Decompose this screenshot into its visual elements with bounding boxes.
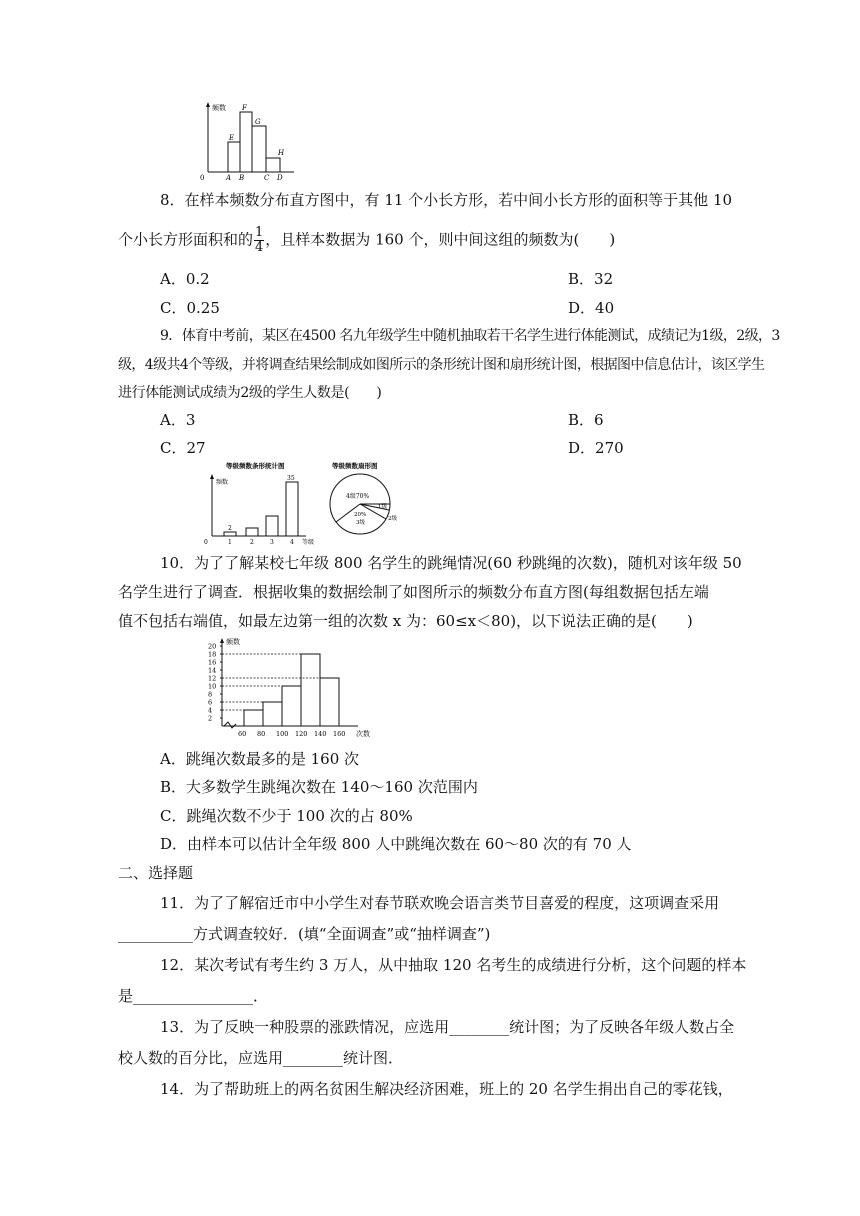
q9-bar-chart — [198, 458, 318, 548]
fraction-one-quarter — [254, 226, 264, 255]
q11-line1: 11．为了了解宿迁市中小学生对春节联欢晚会语言类节目喜爱的程度，这项调查采用 — [160, 894, 720, 912]
q8-option-a: A．0.2 — [160, 270, 210, 288]
q14-line1: 14．为了帮助班上的两名贫困生解决经济困难，班上的 20 名学生捐出自己的零花钱， — [160, 1080, 733, 1098]
bar-chart-xlabel: 等级 — [302, 539, 315, 546]
origin-label: 0 — [200, 174, 205, 182]
q10-histogram — [198, 636, 378, 744]
y-tick-label: 4 — [208, 706, 213, 715]
q13-line1: 13．为了反映一种股票的涨跌情况，应选用________统计图；为了反映各年级人数占全 — [160, 1018, 735, 1036]
bar-G — [252, 126, 266, 172]
bar-level-4 — [286, 482, 298, 536]
x-tick-label: 80 — [257, 730, 266, 738]
q9-option-d: D．270 — [568, 439, 624, 457]
q9-line3: 进行体能测试成绩为2级的学生人数是( ) — [118, 385, 382, 401]
q8-option-c: C．0.25 — [160, 299, 220, 317]
histogram-ylabel: 频数 — [226, 638, 240, 646]
figure-1-histogram — [198, 100, 298, 184]
y-label: 频数 — [212, 104, 226, 112]
q11-line2: __________方式调查较好．(填“全面调查”或“抽样调查”) — [118, 925, 491, 943]
bar-H — [266, 158, 280, 172]
histogram-bar — [320, 678, 339, 726]
y-tick-label: 16 — [208, 658, 217, 667]
x-tick-label: 100 — [276, 730, 289, 738]
q10-option-b: B．大多数学生跳绳次数在 140～160 次范围内 — [160, 778, 478, 796]
x-tick-D: D — [277, 174, 283, 182]
x-tick-C: C — [264, 174, 270, 182]
x-tick-A: A — [226, 174, 232, 182]
frac-denominator: 4 — [255, 240, 264, 255]
q8-line1: 8．在样本频数分布直方图中，有 11 个小长方形，若中间小长方形的面积等于其他 10 — [160, 191, 733, 209]
q10-option-d: D．由样本可以估计全年级 800 人中跳绳次数在 60～80 次的有 70 人 — [160, 835, 632, 853]
q10-line3: 值不包括右端值，如最左边第一组的次数 x 为：60≤x＜80)，以下说法正确的是( ) — [118, 612, 693, 630]
pie-label-2: 2级 — [388, 516, 397, 522]
axis-break-mark — [224, 722, 236, 728]
bar-label-G: G — [255, 118, 261, 126]
bar-label-E: E — [229, 134, 235, 142]
pie-chart-title: 等级频数扇形图 — [332, 462, 378, 470]
q9-option-a: A．3 — [160, 411, 196, 429]
pie-label-3: 3级 — [356, 520, 365, 526]
bar-chart-origin: 0 — [204, 539, 208, 546]
bar-tick-2: 2 — [250, 539, 254, 546]
histogram-bar — [263, 702, 282, 726]
bar-level-2 — [246, 528, 258, 536]
bar-value-35: 35 — [287, 475, 295, 482]
q12-line1: 12．某次考试有考生约 3 万人，从中抽取 120 名考生的成绩进行分析，这个问题的样本 — [160, 956, 747, 974]
y-tick-label: 14 — [208, 666, 217, 675]
q8-option-b: B．32 — [568, 270, 614, 288]
q10-line2: 名学生进行了调查．根据收集的数据绘制了如图所示的频数分布直方图(每组数据包括左端 — [118, 583, 709, 601]
bar-value-2: 2 — [228, 525, 232, 532]
x-tick-label: 160 — [333, 730, 346, 738]
x-tick-label: 120 — [295, 730, 308, 738]
histogram-xlabel: 次数 — [356, 730, 370, 738]
bar-tick-3: 3 — [270, 539, 274, 546]
bar-chart-ylabel: 频数 — [216, 479, 229, 486]
q9-option-c: C．27 — [160, 439, 206, 457]
x-tick-label: 140 — [314, 730, 327, 738]
q8-line2 — [118, 226, 615, 255]
q9-pie-chart — [322, 458, 408, 538]
q9-option-b: B．6 — [568, 411, 604, 429]
q8-option-d: D．40 — [568, 299, 615, 317]
bar-F — [240, 112, 252, 172]
y-tick-label: 10 — [208, 682, 217, 691]
q10-option-a: A．跳绳次数最多的是 160 次 — [160, 750, 360, 768]
bar-tick-1: 1 — [228, 539, 232, 546]
q13-line2: 校人数的百分比，应选用________统计图． — [118, 1049, 404, 1067]
bar-label-H: H — [278, 149, 285, 157]
q10-line1: 10．为了了解某校七年级 800 名学生的跳绳情况(60 秒跳绳的次数)，随机对该年级 50 — [160, 554, 742, 572]
bar-level-1 — [224, 532, 236, 536]
q12-line2: 是________________． — [118, 987, 269, 1005]
y-tick-label: 20 — [208, 642, 217, 651]
q8-line2-b: ，且样本数据为 160 个，则中间这组的频数为( ) — [265, 230, 616, 249]
bar-label-F: F — [242, 104, 247, 112]
q9-line1: 9．体育中考前，某区在4500 名九年级学生中随机抽取若干名学生进行体能测试，成绩记为1级，2级，3 — [160, 328, 780, 344]
y-tick-label: 12 — [208, 674, 217, 683]
x-tick-label: 60 — [238, 730, 247, 738]
section-2-title: 二、选择题 — [118, 864, 194, 882]
bar-E — [228, 142, 240, 172]
y-tick-label: 8 — [208, 690, 213, 699]
pie-label-4: 4级70% — [346, 493, 370, 500]
y-tick-label: 6 — [208, 698, 213, 707]
bar-level-3 — [266, 516, 278, 536]
x-tick-B: B — [239, 174, 245, 182]
histogram-bar — [244, 710, 263, 726]
q10-option-c: C．跳绳次数不少于 100 次的占 80% — [160, 807, 413, 825]
histogram-bar — [301, 654, 320, 726]
y-tick-label: 18 — [208, 650, 217, 659]
q8-line2-a: 个小长方形面积和的 — [118, 230, 254, 249]
bar-chart-title: 等级频数条形统计图 — [226, 462, 285, 470]
y-axis-arrow — [220, 638, 224, 643]
frac-numerator: 1 — [255, 225, 264, 240]
y-tick-label: 2 — [208, 714, 213, 723]
bar-tick-4: 4 — [290, 539, 294, 546]
histogram-bar — [282, 686, 301, 726]
pie-label-1: 1级 — [378, 504, 387, 510]
pie-label-20pct: 20% — [354, 512, 367, 518]
q9-line2: 级，4级共4个等级，并将调查结果绘制成如图所示的条形统计图和扇形统计图，根据图中信息估计，该区学生 — [118, 357, 765, 373]
